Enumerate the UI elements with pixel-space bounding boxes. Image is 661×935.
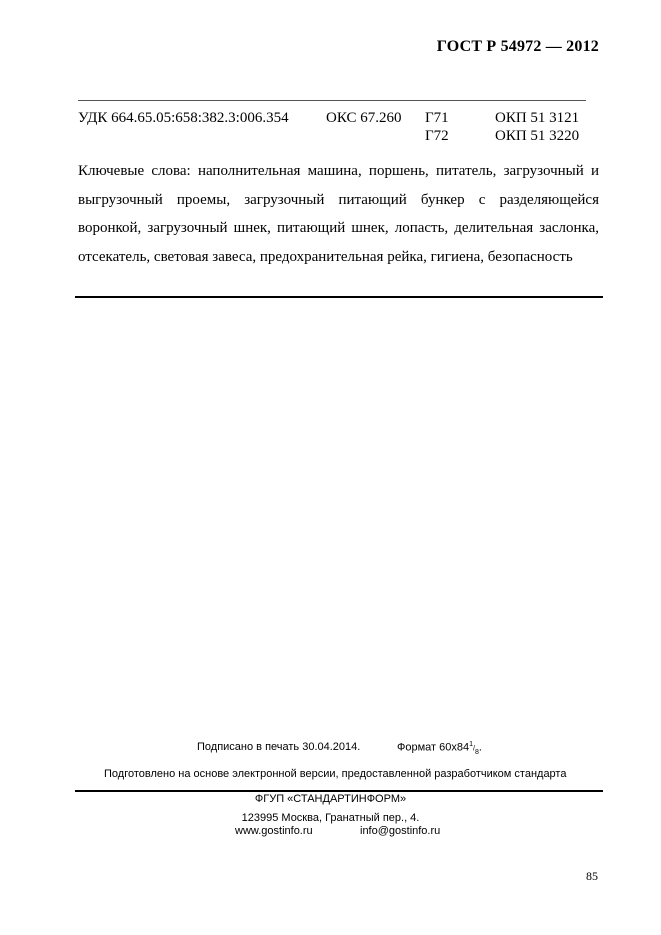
paper-format-label: Формат 60х84: [397, 741, 470, 754]
paper-format: Формат $60х84^1/_8$.: [397, 741, 482, 756]
publisher-name: ФГУП «СТАНДАРТИНФОРМ»: [254, 793, 407, 805]
prepared-note: Подготовлено на основе электронной версии, предоставленной разработчиком стандарта: [104, 768, 567, 780]
document-header: ГОСТ Р 54972 — 2012: [436, 38, 599, 55]
oks-code: ОКС 67.260: [326, 110, 402, 126]
g-code-1: Г71: [425, 110, 449, 126]
header-divider: [78, 100, 586, 101]
publisher-website: www.gostinfo.ru: [235, 825, 313, 837]
publisher-email: info@gostinfo.ru: [360, 825, 441, 837]
paper-format-end: .: [478, 741, 482, 754]
paper-format-numerator: 1: [469, 741, 474, 748]
page-number: 85: [586, 869, 598, 883]
paper-format-denominator: 8: [474, 748, 479, 756]
keywords-divider: [75, 296, 603, 298]
okp-code-2: ОКП 51 3220: [495, 128, 580, 144]
imprint-divider: [75, 790, 603, 792]
signed-to-print: Подписано в печать 30.04.2014.: [197, 741, 361, 753]
g-code-2: Г72: [425, 128, 449, 144]
udk-code: УДК 664.65.05:658:382.3:006.354: [78, 110, 289, 126]
keywords-paragraph: Ключевые слова: наполнительная машина, поршень, питатель, загрузочный и выгрузочный проемы, загрузочный питающий бункер с разделяющейся воронкой, загрузочный шнек, питающий шнек, лопасть, делительная заслонка, отсекатель, световая завеса, предохранительная рейка, гигиена, безопасность: [78, 163, 599, 265]
okp-code-1: ОКП 51 3121: [495, 110, 580, 126]
publisher-address: 123995 Москва, Гранатный пер., 4.: [241, 812, 420, 824]
